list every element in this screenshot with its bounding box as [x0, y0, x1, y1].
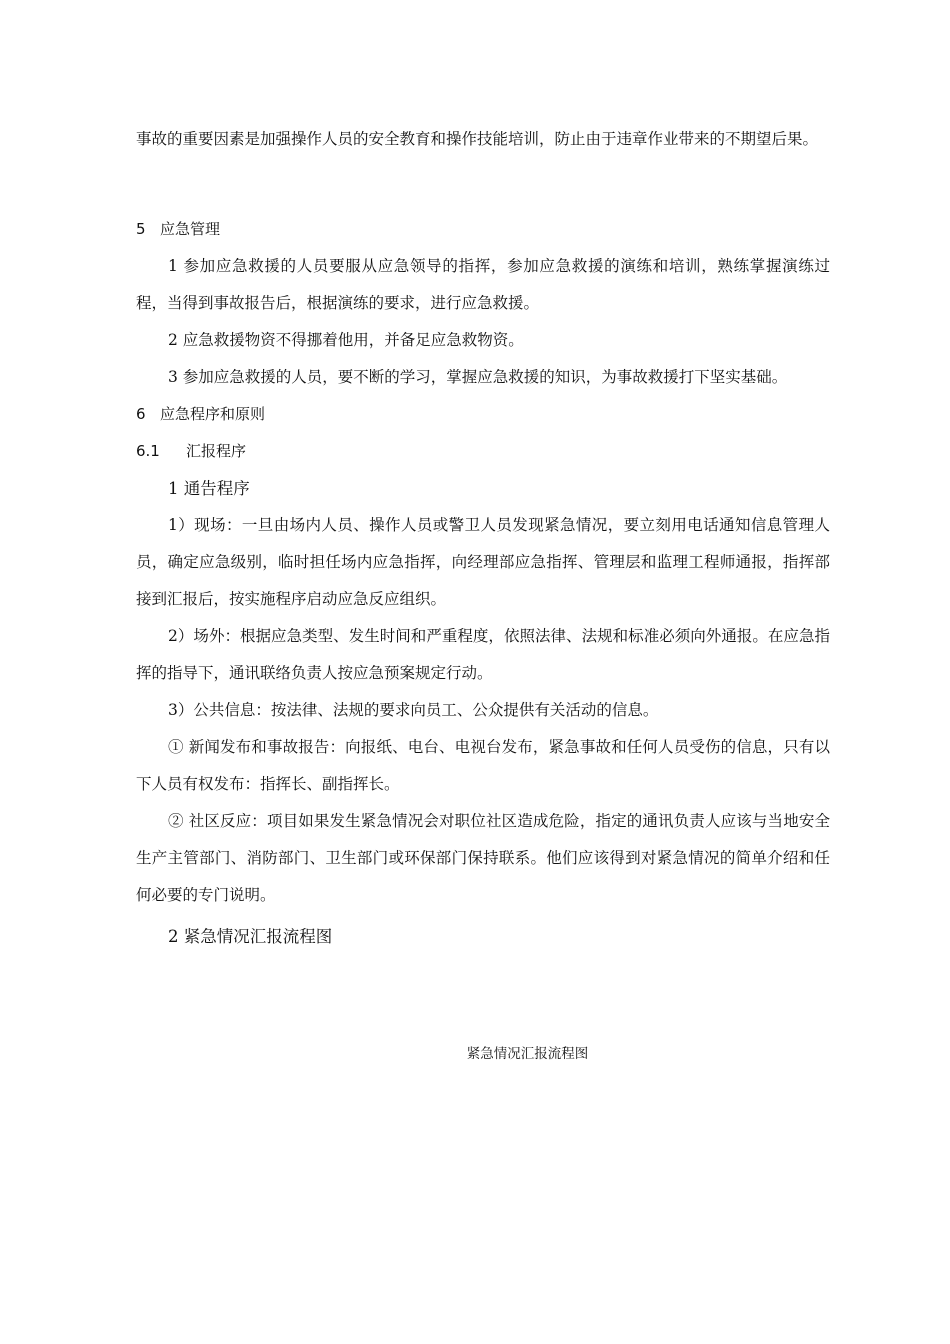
section-5-item-1: 1 参加应急救援的人员要服从应急领导的指挥，参加应急救援的演练和培训，熟练掌握演练过程，当得到事故报告后，根据演练的要求，进行应急救援。 [136, 257, 830, 312]
section-6-title: 应急程序和原则 [160, 405, 266, 423]
flowchart-item-title: 2 紧急情况汇报流程图 [168, 927, 333, 946]
onsite-paragraph: 1）现场：一旦由场内人员、操作人员或警卫人员发现紧急情况，要立刻用电话通知信息管理人员，确定应急级别，临时担任场内应急指挥，向经理部应急指挥、管理层和监理工程师通报，指挥部接到汇报后，按实施程序启动应急反应组织。 [136, 516, 830, 608]
section-5-number: 5 [136, 220, 146, 238]
section-5-item-3: 3 参加应急救援的人员，要不断的学习，掌握应急救援的知识，为事故救援打下坚实基础。 [168, 368, 788, 386]
public-info-paragraph: 3）公共信息：按法律、法规的要求向员工、公众提供有关活动的信息。 [168, 701, 659, 719]
section-5-title: 应急管理 [160, 220, 221, 238]
offsite-paragraph: 2）场外：根据应急类型、发生时间和严重程度，依照法律、法规和标准必须向外通报。在应急指挥的指导下，通讯联络负责人按应急预案规定行动。 [136, 627, 830, 682]
community-response-paragraph: ② 社区反应：项目如果发生紧急情况会对职位社区造成危险，指定的通讯负责人应该与当地安全生产主管部门、消防部门、卫生部门或环保部门保持联系。他们应该得到对紧急情况的简单介绍和任何必要的专门说明。 [136, 812, 830, 904]
section-6-heading [136, 396, 830, 433]
document-body [136, 121, 830, 955]
section-5-heading [136, 211, 830, 248]
news-release-paragraph: ① 新闻发布和事故报告：向报纸、电台、电视台发布，紧急事故和任何人员受伤的信息，只有以下人员有权发布：指挥长、副指挥长。 [136, 738, 830, 793]
section-6-number: 6 [136, 405, 146, 423]
intro-continuation-paragraph: 事故的重要因素是加强操作人员的安全教育和操作技能培训，防止由于违章作业带来的不期望后果。 [136, 130, 819, 148]
notification-procedure-title: 1 通告程序 [168, 479, 250, 498]
section-6-1-number: 6.1 [136, 442, 160, 460]
section-6-1-title: 汇报程序 [186, 442, 247, 460]
section-gap [136, 158, 830, 194]
figure-title: 紧急情况汇报流程图 [466, 1046, 589, 1062]
section-6-1-heading [136, 433, 830, 470]
section-5-item-2: 2 应急救援物资不得挪着他用，并备足应急救物资。 [168, 331, 524, 349]
